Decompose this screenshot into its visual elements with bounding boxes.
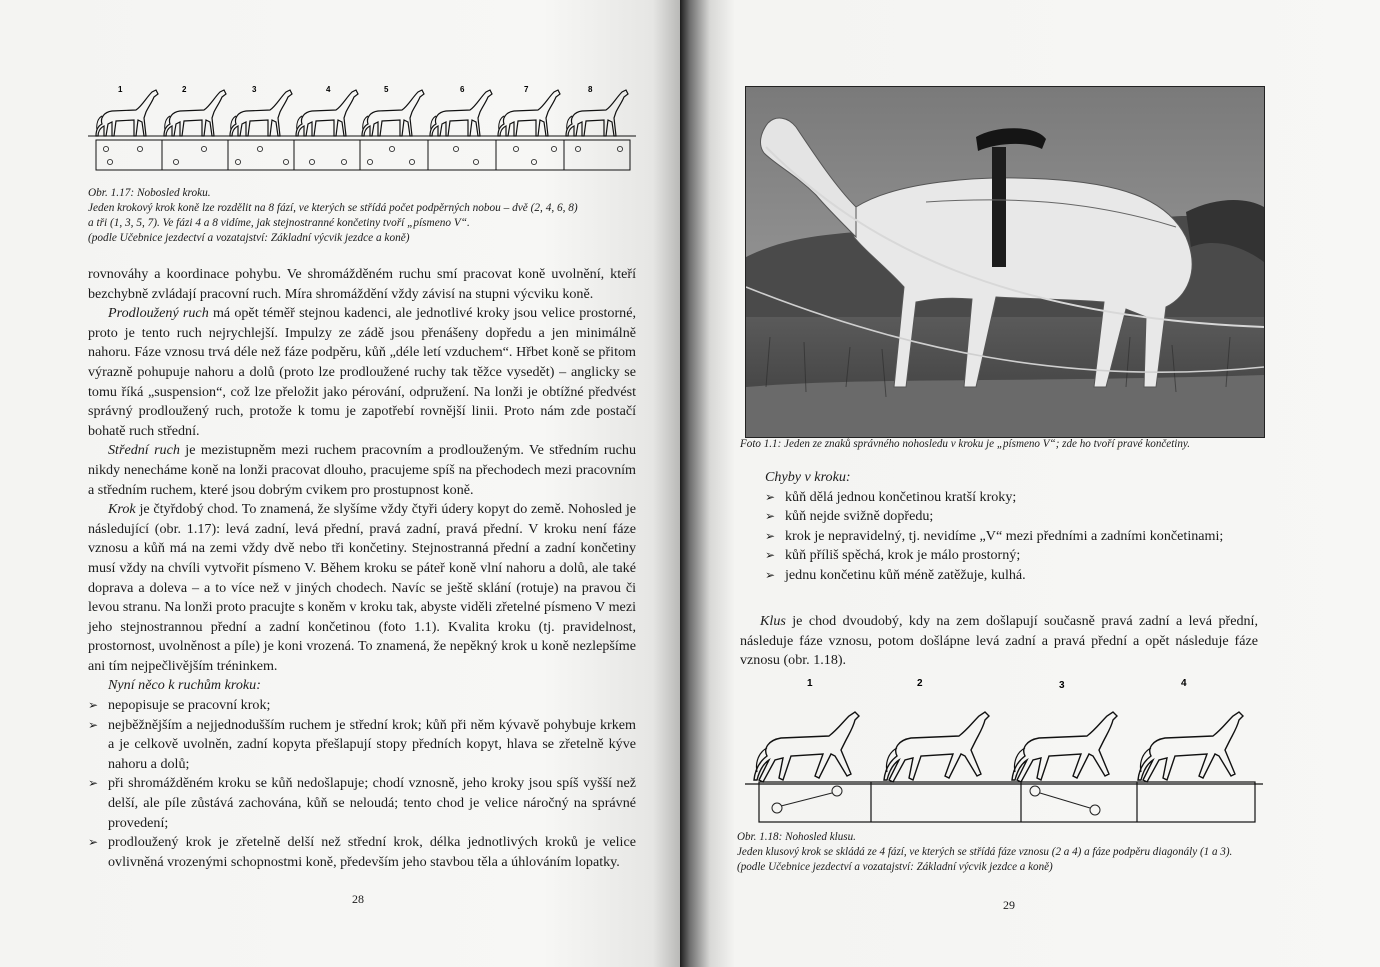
- bullet-list: [88, 696, 636, 872]
- figure-number: 2: [917, 678, 923, 689]
- arrow-bullet-icon: ➢: [765, 548, 776, 563]
- figure-number: 6: [460, 85, 465, 94]
- figure-walk-sequence: [88, 78, 636, 188]
- arrow-bullet-icon: ➢: [88, 776, 99, 791]
- caption-source: (podle Učebnice jezdectví a vozatajství: Základní výcvik jezdce a koně): [737, 861, 1053, 873]
- figure-caption-117: [88, 186, 578, 246]
- caption-source: (podle Učebnice jezdectví a vozatajství: Základní výcvik jezdce a koně): [88, 232, 410, 244]
- figure-number: 8: [588, 85, 593, 94]
- page-number: 28: [352, 892, 364, 906]
- term: Střední ruch: [108, 442, 180, 459]
- figure-number: 4: [326, 85, 331, 94]
- left-body-text: [88, 265, 636, 872]
- left-page: [0, 0, 680, 967]
- list-item: ➢ kůň dělá jednou končetinou kratší kroky;: [765, 488, 1265, 508]
- photo-caption: Foto 1.1: Jeden ze znaků správného nohosledu v kroku je „písmeno V“; zde ho tvoří pravé končetiny.: [740, 438, 1191, 450]
- caption-line: Jeden klusový krok se skládá ze 4 fází, ve kterých se střídá fáze vznosu (2 a 4) a fáze podpěru diagonály (1 a 3).: [737, 846, 1233, 858]
- arrow-bullet-icon: ➢: [765, 509, 776, 524]
- page-number: 29: [1003, 898, 1015, 912]
- caption-title: Obr. 1.17: Nobosled kroku.: [88, 187, 211, 199]
- horse-photo: [745, 86, 1265, 438]
- figure-number: 2: [182, 85, 187, 94]
- figure-number: 7: [524, 85, 529, 94]
- paragraph: Střední ruch je mezistupněm mezi ruchem pracovním a prodlouženým. Ve středním ruchu nikdy nenecháme koně na lonži pracovat dlouho, pracujeme spíš na přechodech mezi pracovním a středním ruchem, které jsou dobrým cvikem pro prostupnost koně.: [88, 442, 636, 498]
- paragraph: Prodloužený ruch má opět téměř stejnou kadenci, ale jednotlivé kroky jsou velice prostorné, proto je tento ruch nejrychlejší. Impulzy ze zádě jsou přenášeny dopředu a jen minimálně nahoru. Fáze vznosu trvá déle než fáze podpěru, kůň „déle letí vzduchem“. Hřbet koně se přitom výrazně pohupuje nahoru a dolů (proto lze prodloužené ruchy tak těžce vysedět) – anglicky se tomu říká „suspension“, což lze přeložit jako pérování, odpružení. Na lonži je obtížné předvést správný prodloužený ruch, protože k tomu je zapotřebí rovnější linii. Proto nám zde postačí bohatě ruch střední.: [88, 305, 636, 439]
- caption-line: Jeden krokový krok koně lze rozdělit na 8 fází, ve kterých se střídá počet podpěrných nobou – dvě (2, 4, 6, 8): [88, 202, 578, 214]
- list-item: ➢ krok je nepravidelný, tj. nevidíme „V“ mezi předními a zadními končetinami;: [765, 527, 1265, 547]
- figure-number: 3: [1059, 680, 1065, 691]
- figure-caption-118: [737, 830, 1232, 875]
- list-item: ➢ kůň příliš spěchá, krok je málo prostorný;: [765, 546, 1265, 566]
- list-heading: Nyní něco k ruchům kroku:: [108, 677, 261, 694]
- klus-paragraph: Klus je chod dvoudobý, kdy na zem došlapují současně pravá zadní a levá přední, následuje fáze vznosu, potom došlápne levá zadní a pravá přední a opět následuje fáze vznosu (obr. 1.18).: [740, 613, 1258, 669]
- errors-heading: Chyby v kroku:: [765, 469, 851, 485]
- arrow-bullet-icon: ➢: [88, 698, 99, 713]
- figure-number: 3: [252, 85, 257, 94]
- paragraph: Krok je čtyřdobý chod. To znamená, že slyšíme vždy čtyři údery kopyt do země. Nohosled je následující (obr. 1.17): levá zadní, levá přední, pravá zadní, pravá přední. V kroku není fáze vznosu a kůň má na zemi vždy dvě nebo tři končetiny. Stejnostranná přední a zadní končetiny musí vždy na chvíli vytvořit písmeno V. Během kroku se páteř koně vlní nahoru a dolů, ale také doprava a doleva – a to více než v jiných chodech. Navíc se ještě sklání (rotuje) na pravou či levou stranu. Na lonži proto pracujte s koněm v kroku tak, abyste viděli zřetelné písmeno V mezi jeho stejnostrannou přední a zadní končetinou (foto 1.1). Kvalita kroku (tj. pravidelnost, prostornost, uvolněnost a píle) je koni vrozená. To znamená, že nepěkný krok u koně nezlepšíme ani tím nejpečlivějším tréninkem.: [88, 501, 636, 674]
- arrow-bullet-icon: ➢: [765, 489, 776, 504]
- term: Prodloužený ruch: [108, 305, 209, 322]
- arrow-bullet-icon: ➢: [765, 528, 776, 543]
- list-item: ➢ kůň nejde svižně dopředu;: [765, 507, 1265, 527]
- term: Krok: [108, 501, 136, 518]
- figure-number: 1: [807, 678, 813, 689]
- figure-number: 5: [384, 85, 389, 94]
- list-item: ➢ jednu končetinu kůň méně zatěžuje, kulhá.: [765, 566, 1265, 586]
- list-item: ➢ nepopisuje se pracovní krok;: [88, 696, 636, 716]
- term: Klus: [760, 613, 786, 629]
- list-item: ➢ prodloužený krok je zřetelně delší než střední krok, délka jednotlivých kroků je velice ovlivněná vrozenými schopnostmi koně, především jeho stavbou těla a úhlováním lopatky.: [88, 834, 636, 870]
- errors-list: [765, 488, 1265, 586]
- arrow-bullet-icon: ➢: [88, 717, 99, 732]
- figure-number: 1: [118, 85, 123, 94]
- figure-trot-sequence: [745, 672, 1263, 824]
- arrow-bullet-icon: ➢: [88, 835, 99, 850]
- caption-title: Obr. 1.18: Nohosled klusu.: [737, 831, 856, 843]
- errors-section: [765, 468, 1265, 586]
- paragraph: rovnováhy a koordinace pohybu. Ve shromážděném ruchu smí pracovat koně uvolnění, kteří bezchybně zvládají pracovní ruch. Míra shromáždění vždy závisí na stupni výcviku koně.: [88, 266, 636, 302]
- arrow-bullet-icon: ➢: [765, 567, 776, 582]
- list-item: ➢ při shromážděném kroku se kůň nedošlapuje; chodí vznosně, jeho kroky jsou spíš vyšší než delší, ale píle zůstává zachována, kůň se neloudá; tento chod je velice náročný na správné provedení;: [88, 775, 636, 831]
- caption-line: a tři (1, 3, 5, 7). Ve fázi 4 a 8 vidíme, jak stejnostranné končetiny tvoří „písmeno V“.: [88, 217, 470, 229]
- figure-number: 4: [1181, 678, 1187, 689]
- list-item: ➢ nejběžnějším a nejjednodušším ruchem je střední krok; kůň při něm kývavě pohybuje krkem a je celkově uvolněn, zadní kopyta přešlapují stopy předních kopyt, hlava se zřetelně kýve nahoru a dolů;: [88, 716, 636, 772]
